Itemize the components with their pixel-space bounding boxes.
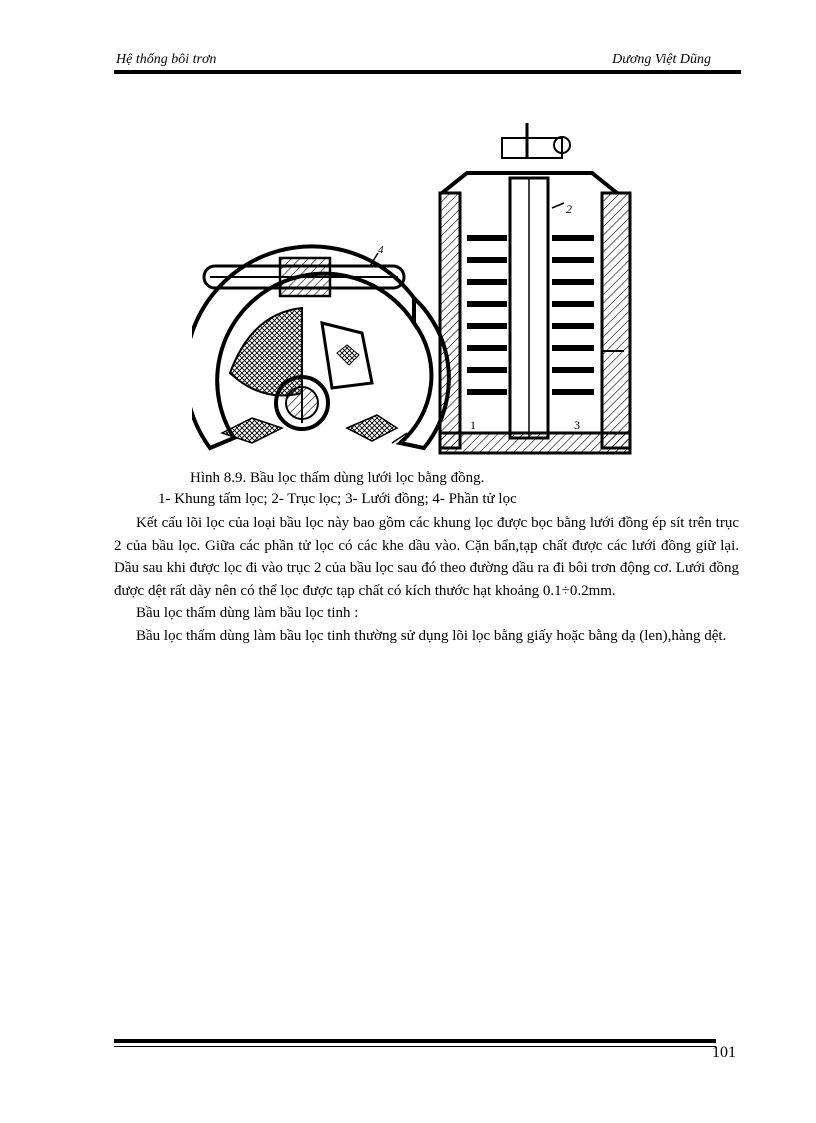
paragraph: Kết cấu lõi lọc của loại bầu lọc này bao gồm các khung lọc được bọc bằng lưới đồng ép sít trên trục 2 của bầu lọc. Giữa các phần tử lọc có các khe dầu vào. Cặn bẩn,tạp chất được các lưới đồng giữ lại. Dầu sau khi được lọc đi vào trục 2 của bầu lọc sau đó theo đường dầu ra đi bôi trơn động cơ. Lưới đồng được dệt rất dày nên có thể lọc được tạp chất có kích thước hạt khoảng 0.1÷0.2mm. [114,515,739,599]
oil-filter-figure [192,103,654,465]
paragraph: Bầu lọc thấm dùng làm bầu lọc tinh thường sử dụng lõi lọc bằng giấy hoặc bằng dạ (len),hàng dệt. [136,627,727,644]
figure-legend: 1- Khung tấm lọc; 2- Trục lọc; 3- Lưới đồng; 4- Phần tử lọc [158,491,517,507]
page-number: 101 [712,1044,736,1061]
paragraph: Bầu lọc thấm dùng làm bầu lọc tinh : [136,605,359,621]
figure-label-1-right: 1 [470,418,476,432]
header-author: Dương Việt Dũng [612,52,711,67]
figure-label-1-left: 1 [402,430,408,444]
figure-label-4: 4 [378,244,384,256]
figure-label-2: 2 [566,202,572,216]
header-rule [114,70,741,74]
header-title: Hệ thống bôi trơn [116,52,217,67]
page-header [114,50,741,70]
body-text [114,512,739,647]
footer-rule-thin [114,1046,716,1047]
filter-housing-section [440,123,630,453]
figure-label-3: 3 [574,418,580,432]
figure-caption: Hình 8.9. Bầu lọc thấm dùng lưới lọc bằng đồng. [190,470,485,486]
footer-rule [114,1039,716,1043]
